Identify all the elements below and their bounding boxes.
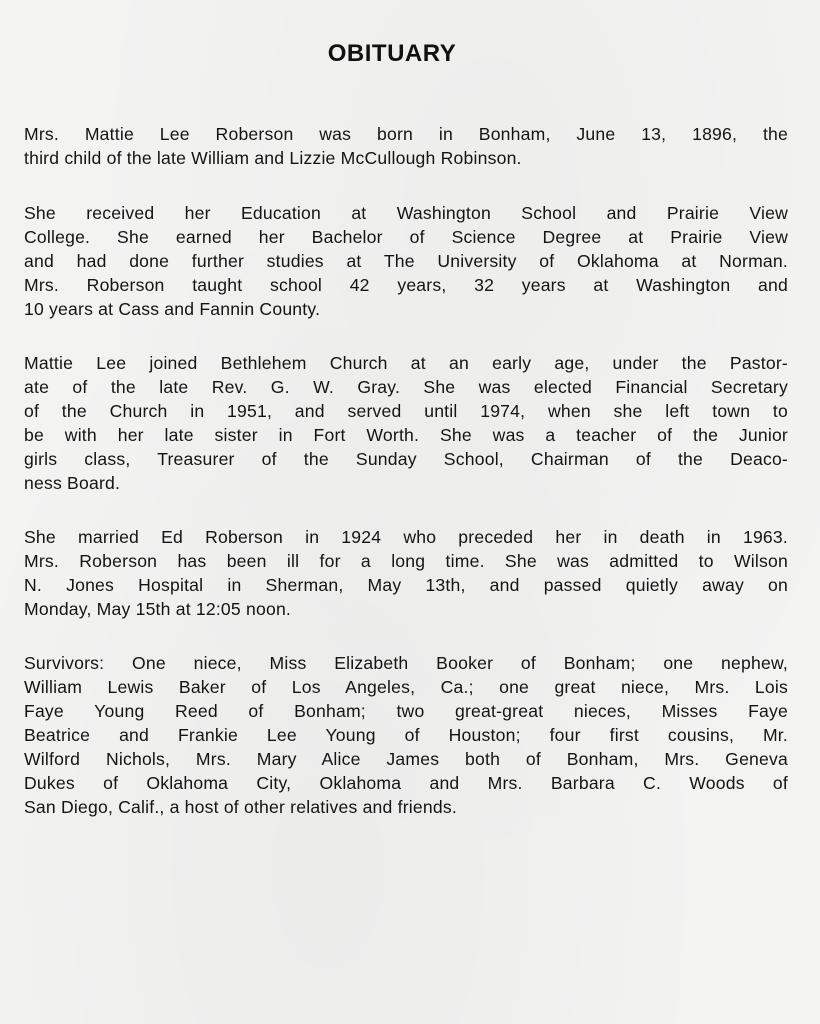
text-line: Wilford Nichols, Mrs. Mary Alice James both of Bonham, Mrs. Geneva [24,749,788,769]
text-line: Dukes of Oklahoma City, Oklahoma and Mrs. Barbara C. Woods of [24,773,788,793]
page-title: OBITUARY [327,40,457,67]
obituary-body [24,122,788,842]
text-line: girls class, Treasurer of the Sunday School, Chairman of the Deaco- [24,449,788,469]
text-line: and had done further studies at The University of Oklahoma at Norman. [24,251,788,271]
text-line: She married Ed Roberson in 1924 who preceded her in death in 1963. [24,527,788,547]
text-line: Faye Young Reed of Bonham; two great-great nieces, Misses Faye [24,701,788,721]
paragraph-marriage [24,525,788,621]
text-line: ate of the late Rev. G. W. Gray. She was elected Financial Secretary [24,377,788,397]
paragraph-birth [24,122,788,170]
text-line: Beatrice and Frankie Lee Young of Houston; four first cousins, Mr. [24,725,788,745]
paragraph-survivors [24,651,788,819]
paragraph-church [24,351,788,495]
text-line: San Diego, Calif., a host of other relatives and friends. [24,797,457,817]
text-line: She received her Education at Washington School and Prairie View [24,203,788,223]
text-line: Mrs. Roberson has been ill for a long time. She was admitted to Wilson [24,551,788,571]
text-line: of the Church in 1951, and served until 1974, when she left town to [24,401,788,421]
text-line: N. Jones Hospital in Sherman, May 13th, and passed quietly away on [24,575,788,595]
text-line: be with her late sister in Fort Worth. She was a teacher of the Junior [24,425,788,445]
text-line: third child of the late William and Lizzie McCullough Robinson. [24,148,522,168]
text-line: Monday, May 15th at 12:05 noon. [24,599,292,619]
text-line: ness Board. [24,473,121,493]
paragraph-education [24,201,788,321]
text-line: Mrs. Mattie Lee Roberson was born in Bonham, June 13, 1896, the [24,124,788,144]
text-line: Mrs. Roberson taught school 42 years, 32 years at Washington and [24,275,788,295]
text-line: William Lewis Baker of Los Angeles, Ca.; one great niece, Mrs. Lois [24,677,788,697]
text-line: Mattie Lee joined Bethlehem Church at an early age, under the Pastor- [24,353,788,373]
text-line: Survivors: One niece, Miss Elizabeth Booker of Bonham; one nephew, [24,653,788,673]
text-line: College. She earned her Bachelor of Science Degree at Prairie View [24,227,788,247]
text-line: 10 years at Cass and Fannin County. [24,299,321,319]
